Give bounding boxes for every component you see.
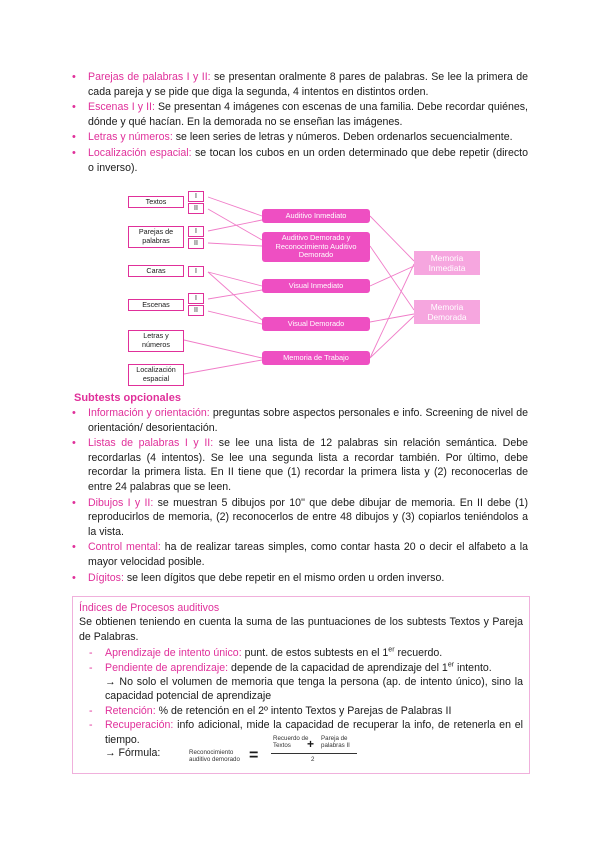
bullet-item [72, 436, 528, 494]
memory-inmediata: Memoria Inmediata [414, 251, 480, 275]
bullet-term: Dibujos I y II: [88, 496, 154, 509]
index-term: Recuperación: [105, 719, 174, 732]
bullet-item [72, 496, 529, 540]
bullet-dot-icon: • [72, 496, 76, 509]
bullet-text: se tocan los cubos en un orden determinado que debe repetir (directo o inverso). [88, 146, 528, 174]
bullet-term: Listas de palabras I y II: [88, 437, 214, 450]
bullet-text: se leen series de letras y números. Deben ordenarlos secuencialmente. [172, 131, 513, 144]
bullet-item [72, 540, 528, 569]
bullet-item [72, 130, 528, 145]
bullet-text: se muestran 5 dibujos por 10'' que debe dibujar de memoria. En II debe (1) reproducirlos de memoria, (2) reconocerlos de entre 48 dibujos y (3) copiarlos teniéndolos a la vista. [88, 496, 529, 538]
index-auditivo-inmediato: Auditivo Inmediato [262, 209, 370, 223]
subtest-box-letras: Letras y números [128, 330, 184, 352]
connector [370, 216, 414, 261]
auditory-indices-title: Índices de Procesos auditivos [79, 602, 220, 614]
bullet-term: Control mental: [88, 541, 161, 554]
index-sup: er [447, 661, 455, 669]
optional-heading: Subtests opcionales [74, 392, 181, 404]
bullet-item [72, 100, 528, 129]
index-item [89, 704, 523, 718]
connector [184, 340, 262, 358]
formula-label: → Fórmula: [105, 747, 161, 760]
index-term: Aprendizaje de intento único: [105, 647, 242, 660]
formula [105, 735, 523, 775]
roman-i-box: I [188, 266, 204, 277]
memory-demorada: Memoria Demorada [414, 300, 480, 324]
index-visual-inmediato: Visual Inmediato [262, 279, 370, 293]
roman-i-box: I [188, 226, 204, 237]
bullet-term: Parejas de palabras I y II: [88, 71, 211, 83]
optional-subtests-list [72, 406, 529, 586]
formula-left-term: Reconocimiento auditivo demorado [189, 749, 240, 764]
bullet-text: Se presentan 4 imágenes con escenas de una familia. Debe recordar quiénes, dónde y qué hacían. En la demorada no se enseñan las imágenes. [88, 101, 528, 128]
index-memoria-trabajo: Memoria de Trabajo [262, 351, 370, 365]
connector [184, 360, 262, 374]
bullet-text: se lee una lista de 12 palabras sin relación semántica. Debe recordarlas (4 intentos). Se lee una segunda lista a recordar también. Por último, debe recordar la primera lista. En II tiene que (1) recordar la primera lista y (2) reconocerlas de entre 24 palabras que se leen. [88, 437, 528, 493]
bullet-text: se presentan oralmente 8 pares de palabras. Se lee la primera de cada pareja y se pide que diga la segunda, 4 intentos en distintos orden. [88, 71, 528, 98]
bullet-item [72, 70, 528, 99]
formula-denominator: 2 [311, 756, 315, 764]
bullet-dot-icon: • [72, 101, 76, 114]
auditory-indices-box [72, 596, 530, 774]
index-text: info adicional, mide la capacidad de recuperar la info, de retenerla en el tiempo. [105, 719, 523, 746]
bullet-term: Escenas I y II: [88, 101, 155, 114]
bullet-dot-icon: • [72, 541, 76, 554]
auditory-indices-intro: Se obtienen teniendo en cuenta la suma de las puntuaciones de los subtests Textos y Pareja de Palabras. [79, 616, 523, 643]
bullet-term: Letras y números: [88, 131, 173, 144]
connector [208, 290, 262, 299]
bullet-item [72, 406, 528, 435]
index-sup: er [388, 646, 395, 654]
bullet-dot-icon: • [72, 571, 76, 584]
index-item [89, 646, 523, 660]
connector [208, 243, 262, 246]
formula-fraction-bar [271, 753, 357, 754]
dash-icon: - [89, 704, 93, 717]
index-visual-demorado: Visual Demorado [262, 317, 370, 331]
index-text: depende de la capacidad de aprendizaje del 1 [228, 661, 448, 674]
formula-equals: = [249, 747, 259, 765]
subtest-box-textos: Textos [128, 196, 184, 208]
bullet-text: se leen dígitos que debe repetir en el mismo orden u orden inverso. [123, 571, 445, 584]
index-diagram [126, 188, 496, 388]
bullet-dot-icon: • [72, 71, 76, 83]
index-text: % de retención en el 2º intento Textos y Parejas de Palabras II [155, 704, 452, 717]
subtest-box-caras: Caras [128, 265, 184, 277]
bullet-term: Localización espacial: [88, 146, 192, 159]
bullet-item [72, 571, 528, 586]
roman-i-box: I [188, 293, 204, 304]
dash-icon: - [89, 719, 93, 732]
index-term: Retención: [105, 704, 156, 717]
bullet-dot-icon: • [72, 407, 76, 419]
index-tail: recuerdo. [394, 647, 443, 660]
auditory-indices-list [89, 646, 523, 750]
index-term: Pendiente de aprendizaje: [105, 661, 229, 674]
dash-icon: - [89, 661, 93, 674]
dash-icon: - [89, 647, 93, 660]
formula-plus: + [307, 737, 315, 752]
roman-i-box: I [188, 191, 204, 202]
connector [370, 314, 414, 322]
bullet-term: Dígitos: [88, 571, 124, 584]
index-item [89, 661, 523, 704]
bullet-text: ha de realizar tareas simples, como contar hasta 20 o decir el alfabeto a la mayor velocidad posible. [88, 541, 528, 568]
roman-ii-box: II [188, 203, 204, 214]
connector [370, 266, 414, 286]
bullet-text: preguntas sobre aspectos personales e info. Screening de nivel de orientación/ desorientación. [88, 407, 528, 434]
subtest-box-escenas: Escenas [128, 299, 184, 311]
formula-num-b: Pareja de palabras II [321, 735, 350, 750]
bullet-item [72, 146, 528, 175]
bullet-dot-icon: • [72, 131, 76, 144]
index-auditivo-demorado: Auditivo Demorado y Reconocimiento Auditivo Demorado [262, 232, 370, 262]
formula-num-a: Recuerdo de Textos [273, 735, 309, 750]
connector [208, 209, 262, 240]
subtest-box-localizacion: Localización espacial [128, 364, 184, 386]
subtest-box-parejas: Parejas de palabras [128, 226, 184, 248]
bullet-dot-icon: • [72, 146, 76, 159]
connector [370, 316, 414, 358]
roman-ii-box: II [188, 305, 204, 316]
bullet-term: Información y orientación: [88, 407, 210, 419]
index-extra: → No solo el volumen de memoria que tenga la persona (ap. de intento único), sino la capacidad potencial de aprendizaje [105, 676, 523, 703]
connector [208, 220, 262, 231]
index-tail: intento. [454, 661, 492, 674]
index-text: punt. de estos subtests en el 1 [241, 647, 389, 660]
subtests-list [72, 70, 528, 176]
roman-ii-box: II [188, 238, 204, 249]
bullet-dot-icon: • [72, 437, 76, 450]
